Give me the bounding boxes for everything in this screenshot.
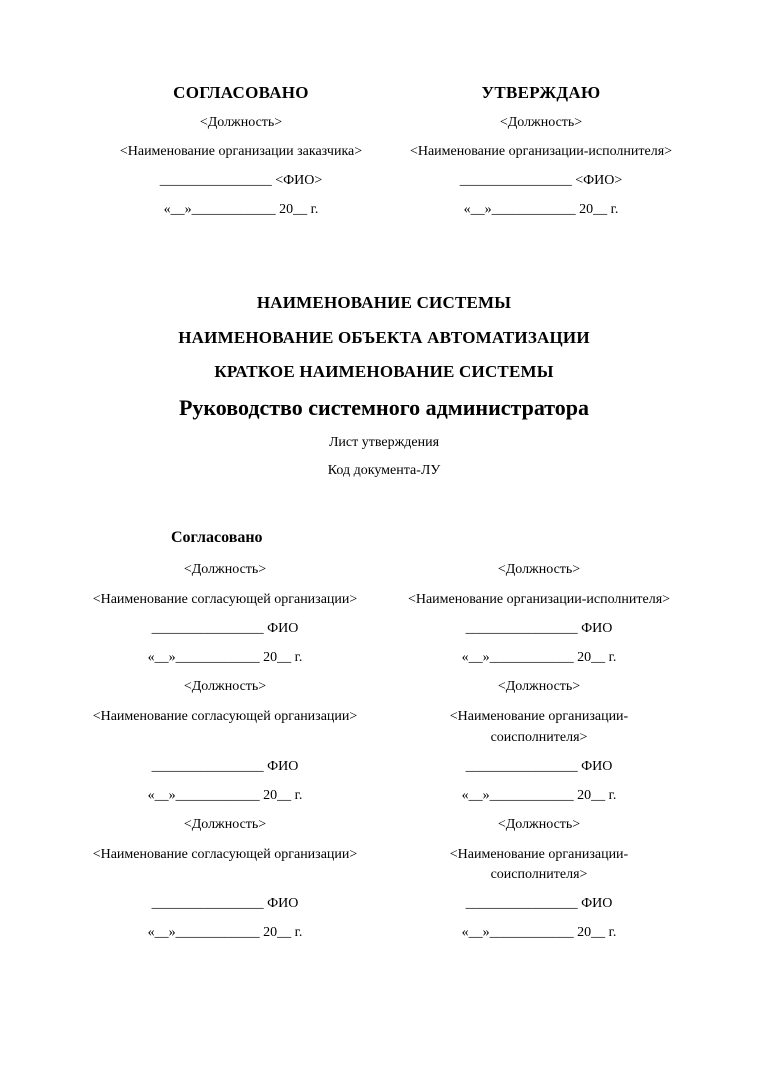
agreed-heading: СОГЛАСОВАНО <box>173 83 309 102</box>
customer-date: «__»____________ 20__ г. <box>163 202 319 217</box>
customer-position: <Должность> <box>199 115 283 130</box>
co-contractor-signature: ________________ ФИО <box>465 759 613 774</box>
agreeing-date: «__»____________ 20__ г. <box>147 650 303 665</box>
agreeing-signature: ________________ ФИО <box>151 896 299 911</box>
co-contractor-org-line1: <Наименование организации- <box>449 847 629 862</box>
contractor-position: <Должность> <box>499 115 583 130</box>
customer-org: <Наименование организации заказчика> <box>119 144 363 159</box>
contractor-date: «__»____________ 20__ г. <box>463 202 619 217</box>
contractor-org: <Наименование организации-исполнителя> <box>409 144 673 159</box>
automation-object-name: НАИМЕНОВАНИЕ ОБЪЕКТА АВТОМАТИЗАЦИИ <box>178 328 590 347</box>
document-code: Код документа-ЛУ <box>327 463 441 478</box>
agreeing-position: <Должность> <box>183 817 267 832</box>
approve-heading: УТВЕРЖДАЮ <box>481 83 601 102</box>
customer-signature: ________________ <ФИО> <box>159 173 323 188</box>
agreeing-date: «__»____________ 20__ г. <box>147 788 303 803</box>
contractor-org: <Наименование организации-исполнителя> <box>407 592 671 607</box>
document-title: Руководство системного администратора <box>178 395 590 420</box>
agreeing-position: <Должность> <box>183 679 267 694</box>
co-contractor-position: <Должность> <box>497 817 581 832</box>
agreeing-org: <Наименование согласующей организации> <box>92 592 358 607</box>
contractor-date: «__»____________ 20__ г. <box>461 650 617 665</box>
contractor-position: <Должность> <box>497 562 581 577</box>
co-contractor-date: «__»____________ 20__ г. <box>461 925 617 940</box>
system-name: НАИМЕНОВАНИЕ СИСТЕМЫ <box>256 293 512 312</box>
co-contractor-org-line2: соисполнителя> <box>490 730 588 745</box>
sheet-label: Лист утверждения <box>328 435 440 450</box>
agreeing-signature: ________________ ФИО <box>151 759 299 774</box>
system-short-name: КРАТКОЕ НАИМЕНОВАНИЕ СИСТЕМЫ <box>214 362 554 381</box>
co-contractor-date: «__»____________ 20__ г. <box>461 788 617 803</box>
co-contractor-org-line2: соисполнителя> <box>490 867 588 882</box>
agreed-subheading: Согласовано <box>171 529 263 546</box>
agreeing-date: «__»____________ 20__ г. <box>147 925 303 940</box>
agreeing-position: <Должность> <box>183 562 267 577</box>
co-contractor-org-line1: <Наименование организации- <box>449 709 629 724</box>
co-contractor-position: <Должность> <box>497 679 581 694</box>
agreeing-signature: ________________ ФИО <box>151 621 299 636</box>
co-contractor-signature: ________________ ФИО <box>465 896 613 911</box>
agreeing-org: <Наименование согласующей организации> <box>92 847 358 862</box>
contractor-signature: ________________ <ФИО> <box>459 173 623 188</box>
contractor-signature: ________________ ФИО <box>465 621 613 636</box>
agreeing-org: <Наименование согласующей организации> <box>92 709 358 724</box>
